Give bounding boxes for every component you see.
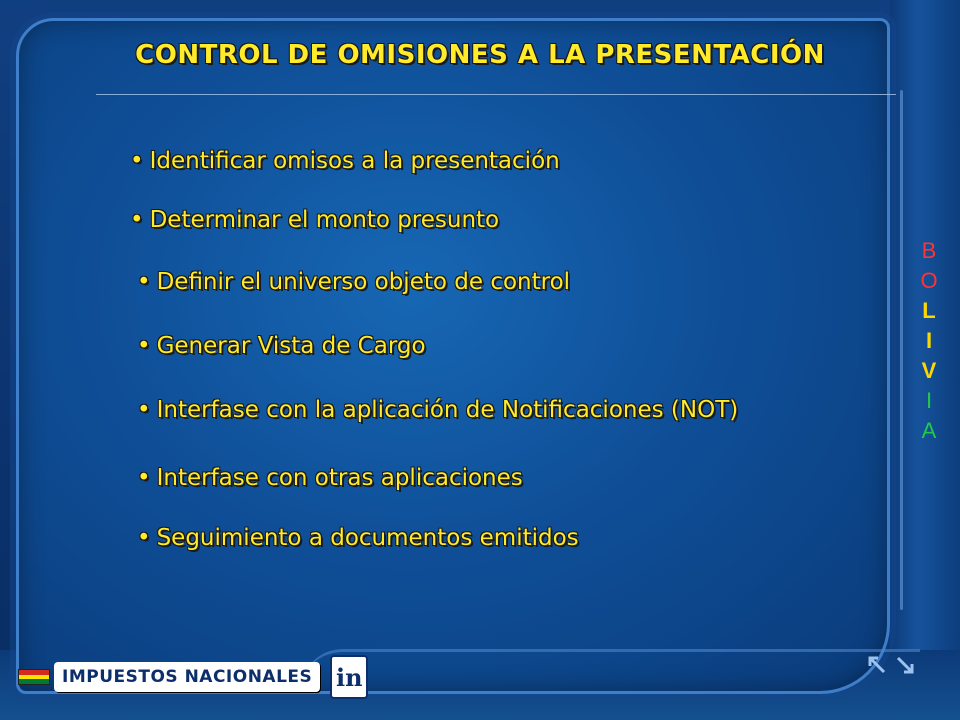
vertical-letter: B bbox=[921, 238, 937, 263]
slide-title: CONTROL DE OMISIONES A LA PRESENTACIÓN bbox=[135, 40, 825, 70]
bullet-text: Determinar el monto presunto bbox=[149, 207, 500, 233]
vertical-letter: O bbox=[920, 268, 938, 293]
impuestos-logo bbox=[18, 660, 368, 694]
title-divider bbox=[96, 94, 896, 95]
logo-badge-icon: in bbox=[330, 655, 368, 699]
vertical-letter: L bbox=[922, 298, 936, 323]
bullet-dot: • bbox=[130, 207, 144, 233]
vertical-letter: I bbox=[925, 328, 933, 353]
vertical-letter: V bbox=[921, 358, 937, 383]
frame-accent-line bbox=[900, 90, 903, 610]
bullet-text: Interfase con otras aplicaciones bbox=[156, 465, 523, 491]
bullet-dot: • bbox=[137, 465, 151, 491]
logo-text: IMPUESTOS NACIONALES bbox=[54, 662, 320, 692]
bullet-dot: • bbox=[137, 333, 151, 359]
frame-accent-curve bbox=[300, 649, 920, 692]
bullet-dot: • bbox=[137, 269, 151, 295]
bullet-item bbox=[130, 148, 560, 174]
bullet-text: Definir el universo objeto de control bbox=[156, 269, 571, 295]
bullet-item bbox=[137, 397, 738, 423]
bullet-text: Interfase con la aplicación de Notificaciones (NOT) bbox=[156, 397, 739, 423]
arrow-down-right-icon bbox=[894, 654, 916, 676]
bullet-item bbox=[137, 525, 579, 551]
bullet-dot: • bbox=[130, 148, 144, 174]
bullet-item bbox=[137, 269, 570, 295]
collapse-arrows-icon[interactable] bbox=[866, 648, 918, 682]
bullet-item bbox=[130, 207, 499, 233]
bullet-text: Identificar omisos a la presentación bbox=[149, 148, 560, 174]
vertical-letter: I bbox=[925, 388, 933, 413]
vertical-country-label bbox=[918, 236, 940, 446]
bullet-text: Seguimiento a documentos emitidos bbox=[156, 525, 579, 551]
bullet-text: Generar Vista de Cargo bbox=[156, 333, 426, 359]
vertical-letter: A bbox=[921, 418, 937, 443]
bullet-dot: • bbox=[137, 397, 151, 423]
flag-icon bbox=[18, 669, 50, 685]
bullet-dot: • bbox=[137, 525, 151, 551]
bullet-item bbox=[137, 465, 523, 491]
bullet-item bbox=[137, 333, 426, 359]
arrow-up-left-icon bbox=[866, 654, 888, 676]
